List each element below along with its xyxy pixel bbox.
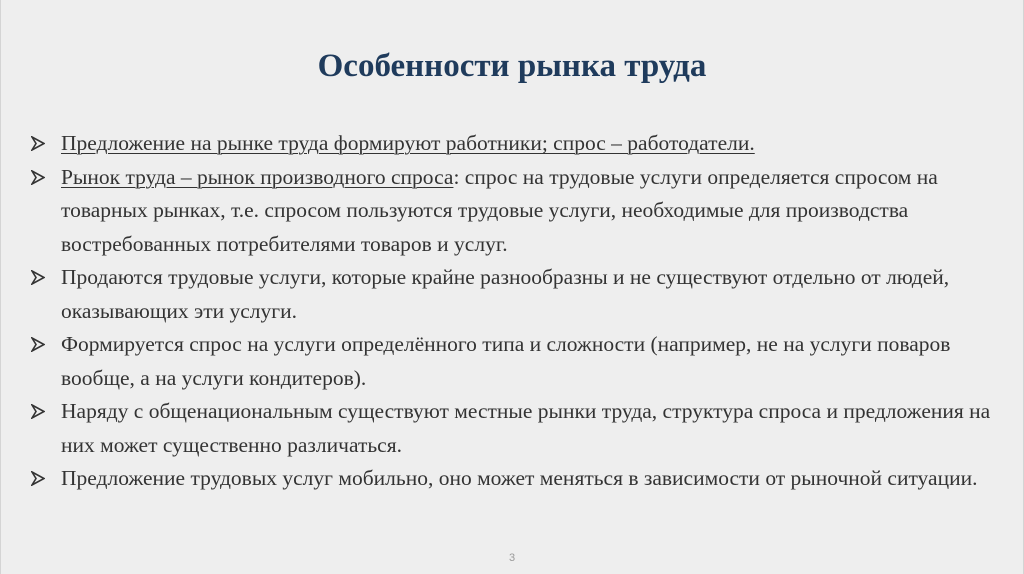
arrowhead-bullet-icon [31, 395, 53, 429]
bullet-text: Предложение трудовых услуг мобильно, оно может меняться в зависимости от рыночной ситуации. [61, 466, 978, 490]
bullet-item [31, 462, 1001, 496]
bullet-text: Формируется спрос на услуги определённого типа и сложности (например, не на услуги поваров вообще, а на услуги кондитеров). [61, 332, 951, 390]
bullet-item [31, 328, 1001, 395]
bullet-text: : спрос на трудовые услуги определяется спросом на товарных рынках, т.е. спросом пользуются трудовые услуги, необходимые для производства востребованных потребителями товаров и услуг. [61, 164, 938, 256]
slide-title: Особенности рынка труда [317, 48, 707, 84]
arrowhead-bullet-icon [31, 127, 53, 161]
arrowhead-bullet-icon [31, 462, 53, 496]
bullet-underlined-text: Предложение на рынке труда формируют работники; спрос – работодатели. [61, 131, 755, 155]
bullet-underlined-text: Рынок труда – рынок производного спроса [61, 164, 454, 189]
arrowhead-bullet-icon [31, 161, 53, 195]
bullet-item [31, 127, 1001, 161]
bullet-text: Наряду с общенациональным существуют местные рынки труда, структура спроса и предложения на них может существенно различаться. [61, 399, 991, 457]
arrowhead-bullet-icon [31, 328, 53, 362]
bullet-item [31, 161, 1001, 262]
bullet-item [31, 395, 1001, 462]
page-number: 3 [508, 552, 516, 564]
bullet-item [31, 261, 1001, 328]
arrowhead-bullet-icon [31, 261, 53, 295]
bullet-text: Продаются трудовые услуги, которые крайне разнообразны и не существуют отдельно от людей, оказывающих эти услуги. [61, 265, 950, 323]
bullet-list [31, 127, 1001, 496]
